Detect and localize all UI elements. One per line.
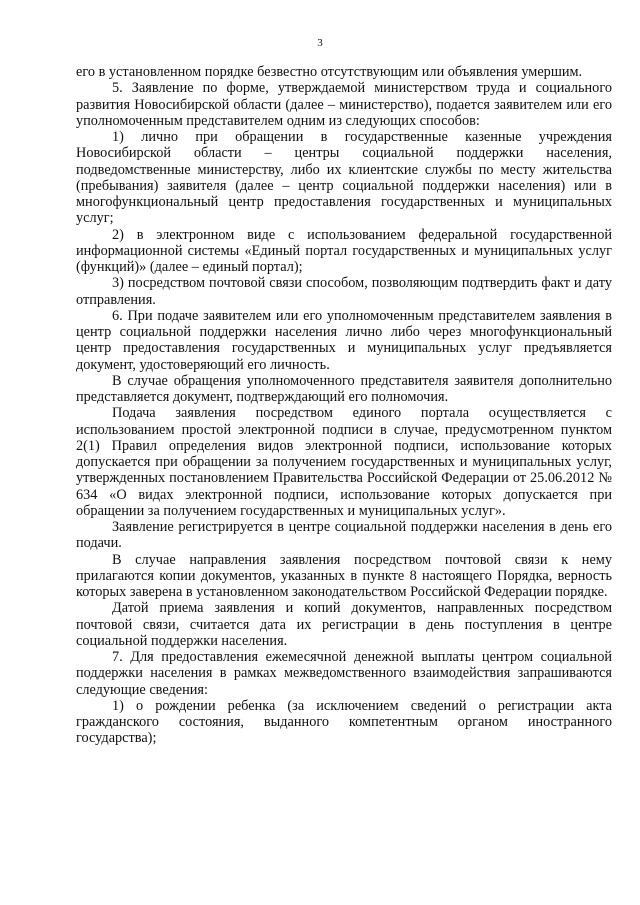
paragraph-representative: В случае обращения уполномоченного представителя заявителя дополнительно представляется документ, подтверждающий его полномочия. [76, 372, 612, 405]
paragraph-subitem-1: 1) лично при обращении в государственные казенные учреждения Новосибирской области – центры социальной поддержки населения, подведомственные министерству, либо их клиентские службы по месту жительства (пребывания) заявителя (далее – центр социальной поддержки населения) или в многофункциональный центр предоставления государственных и муниципальных услуг; [76, 129, 612, 227]
page-number: 3 [317, 37, 323, 49]
paragraph-portal-submission: Подача заявления посредством единого портала осуществляется с использованием простой электронной подписи в случае, предусмотренном пунктом 2(1) Правил определения видов электронной подписи, использование которых допускается при обращении за получением государственных и муниципальных услуг, утвержденных постановлением Правительства Российской Федерации от 25.06.2012 № 634 «О видах электронной подписи, использование которых допускается при обращении за получением государственных и муниципальных услуг». [76, 405, 612, 519]
paragraph-item-6: 6. При подаче заявителем или его уполномоченным представителем заявления в центр социальной поддержки населения лично либо через многофункциональный центр предоставления государственных и муниципальных услуг предъявляется документ, удостоверяющий его личность. [76, 307, 612, 373]
paragraph-item-7: 7. Для предоставления ежемесячной денежной выплаты центром социальной поддержки населения в рамках межведомственного взаимодействия запрашиваются следующие сведения: [76, 649, 612, 698]
paragraph-subitem-3: 3) посредством почтовой связи способом, позволяющим подтвердить факт и дату отправления. [76, 275, 612, 308]
paragraph-item-5: 5. Заявление по форме, утверждаемой министерством труда и социального развития Новосибирской области (далее – министерство), подается заявителем или его уполномоченным представителем одним из следующих способов: [76, 80, 612, 129]
paragraph-continuation: его в установленном порядке безвестно отсутствующим или объявления умершим. [76, 64, 583, 80]
paragraph-item-7-subitem-1: 1) о рождении ребенка (за исключением сведений о регистрации акта гражданского состояния, выданного компетентным органом иностранного государства); [76, 697, 612, 747]
document-body [76, 64, 612, 747]
paragraph-receipt-date: Датой приема заявления и копий документов, направленных посредством почтовой связи, считается дата их регистрации в день поступления в центре социальной поддержки населения. [76, 600, 612, 649]
paragraph-postal: В случае направления заявления посредством почтовой связи к нему прилагаются копии документов, указанных в пункте 8 настоящего Порядка, верность которых заверена в установленном законодательством Российской Федерации порядке. [76, 551, 612, 600]
paragraph-subitem-2: 2) в электронном виде с использованием федеральной государственной информационной системы «Единый портал государственных и муниципальных услуг (функций)» (далее – единый портал); [76, 226, 612, 275]
paragraph-registration: Заявление регистрируется в центре социальной поддержки населения в день его подачи. [76, 519, 612, 552]
